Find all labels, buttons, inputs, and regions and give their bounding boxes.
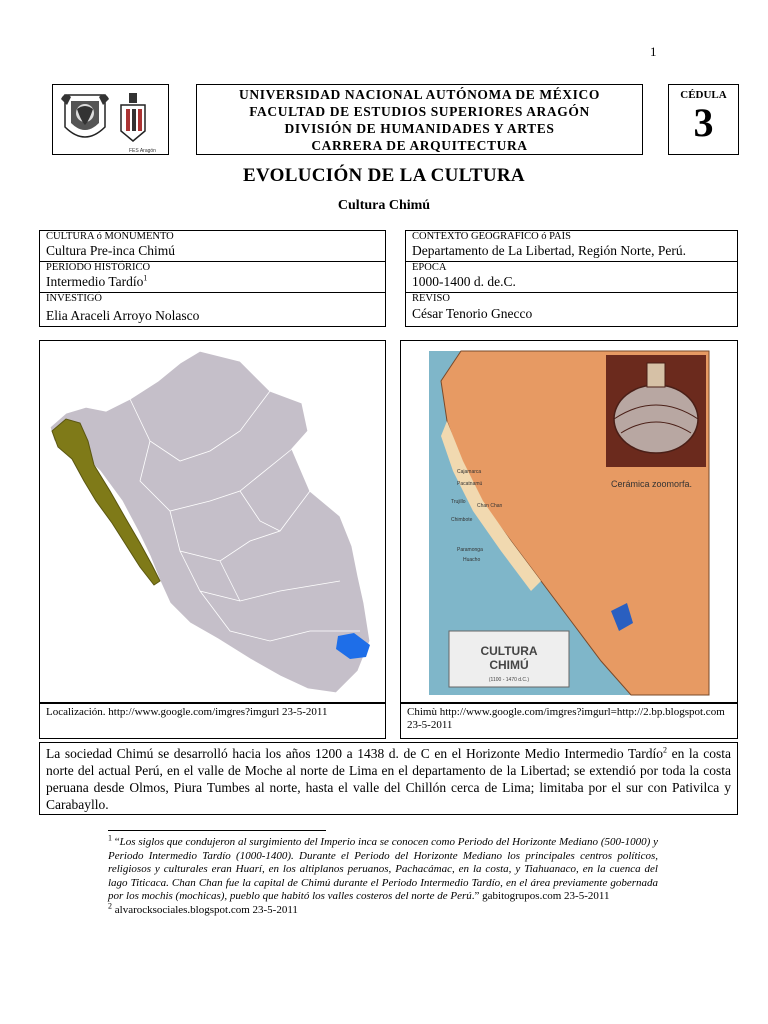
footnote-1-mark: 1 [108,833,112,843]
field-cultura [39,230,386,262]
place-label: Paramonga [457,547,483,553]
cedula-number: 3 [693,100,714,145]
peru-map-icon [40,341,385,702]
footnote-1 [108,833,658,904]
chimu-map-icon [401,341,737,702]
field-periodo-label: PERIODO HISTÓRICO [46,262,151,273]
field-investigo-value: Elia Araceli Arroyo Nolasco [46,308,200,323]
right-image-caption: Chimù http://www.google.com/imgres?imgurl=http://2.bp.blogspot.com 23-5-2011 [400,703,738,739]
ceramic-caption: Cerámica zoomorfa. [611,479,693,489]
chimu-culture-map [400,340,738,703]
cedula-box [668,84,739,155]
peru-location-map [39,340,386,703]
field-reviso-label: REVISO [412,293,450,304]
body-text-part2: en la costa norte del actual Perú, en el valle de Moche al norte de Lima en el departamento de la Libertad; se extendió por toda la costa peruana desde Olmos, Piura Tumbes al norte, hasta el valle del Chillón cerca de Lima; limitaba por el sur con Pativilca y Carabayllo. [46,746,731,812]
institution-header [196,84,643,155]
field-epoca [405,261,738,293]
header-line-division: DIVISIÓN DE HUMANIDADES Y ARTES [284,120,555,136]
page-number: 1 [650,44,657,59]
cedula-label: CÉDULA [680,89,727,101]
body-text-part1: La sociedad Chimú se desarrolló hacia los años 1200 a 1438 d. de C en el Horizonte Medio Intermedio Tardío [46,746,664,761]
header-line-career: CARRERA DE ARQUITECTURA [311,137,528,153]
field-periodo-value: Intermedio Tardío [46,274,144,289]
footnote-ref-2: 2 [663,745,668,755]
footnote-2-source: alvarocksociales.blogspot.com 23-5-2011 [112,903,298,916]
body-paragraph [39,742,738,815]
field-investigo [39,292,386,327]
field-cultura-label: CULTURA ó MONUMENTO [46,231,174,242]
field-epoca-label: EPOCA [412,262,447,273]
map-title-dates: (1100 - 1470 d.C.) [488,677,530,683]
field-periodo-value-wrap [46,274,147,290]
unam-logo-icon [53,85,168,154]
header-line-university: UNIVERSIDAD NACIONAL AUTÓNOMA DE MÉXICO [239,86,600,102]
left-image-caption: Localización. http://www.google.com/imgres?imgurl 23-5-2011 [39,703,386,739]
logo-box [52,84,169,155]
header-line-faculty: FACULTAD DE ESTUDIOS SUPERIORES ARAGÓN [249,103,590,119]
document-subtitle: Cultura Chimú [337,198,431,213]
field-contexto-value: Departamento de La Libertad, Región Norte, Perú. [412,243,687,258]
footnote-ref-1: 1 [143,273,148,283]
field-epoca-value: 1000-1400 d. de.C. [412,274,516,289]
place-label: Pacatnamú [457,481,483,487]
place-label: Chan Chan [477,503,503,509]
footnote-2 [108,900,658,918]
field-periodo [39,261,386,293]
place-label: Cajamarca [457,469,482,475]
field-reviso [405,292,738,327]
footnote-2-mark: 2 [108,900,112,910]
footnote-1-quote: Los siglos que condujeron al surgimiento del Imperio inca se conocen como Periodo del Horizonte Mediano (500-1000) y Periodo Intermedio Tardío (1000-1400). Durante el Periodo del Horizonte Mediano los principales centros políticos, religiosos y culturales eran Huarí, en los altiplanos peruanos, Pachacámac, en la costa, y Tiahuanaco, en la cuenca del lago Titicaca. Chan Chan fue la capital de Chimú durante el Periodo Intermedio Tardío, en el área previamente gobernada por los mochis (mochicas), pueblo que habitó los valles costeros del norte de Perú [108,836,658,902]
logo-caption: FES Aragón [129,148,156,154]
field-contexto-label: CONTEXTO GEOGRAFICO ó PAÍS [412,231,571,242]
map-title-line1: CULTURA [480,644,538,658]
field-cultura-value: Cultura Pre-inca Chimú [46,243,175,258]
document-title: EVOLUCIÓN DE LA CULTURA [243,165,525,186]
place-label: Chimbote [451,517,473,523]
place-label: Huacho [463,557,481,563]
field-contexto [405,230,738,262]
field-investigo-label: INVESTIGÓ [46,293,102,304]
footnote-1-open: “ [112,836,120,848]
field-reviso-value: César Tenorio Gnecco [412,306,533,321]
footnote-divider [108,830,326,831]
map-title-line2: CHIMÚ [489,658,529,672]
place-label: Trujillo [451,499,466,505]
footnotes [108,833,658,917]
footnote-1-source: .” gabitogrupos.com 23-5-2011 [471,890,610,902]
